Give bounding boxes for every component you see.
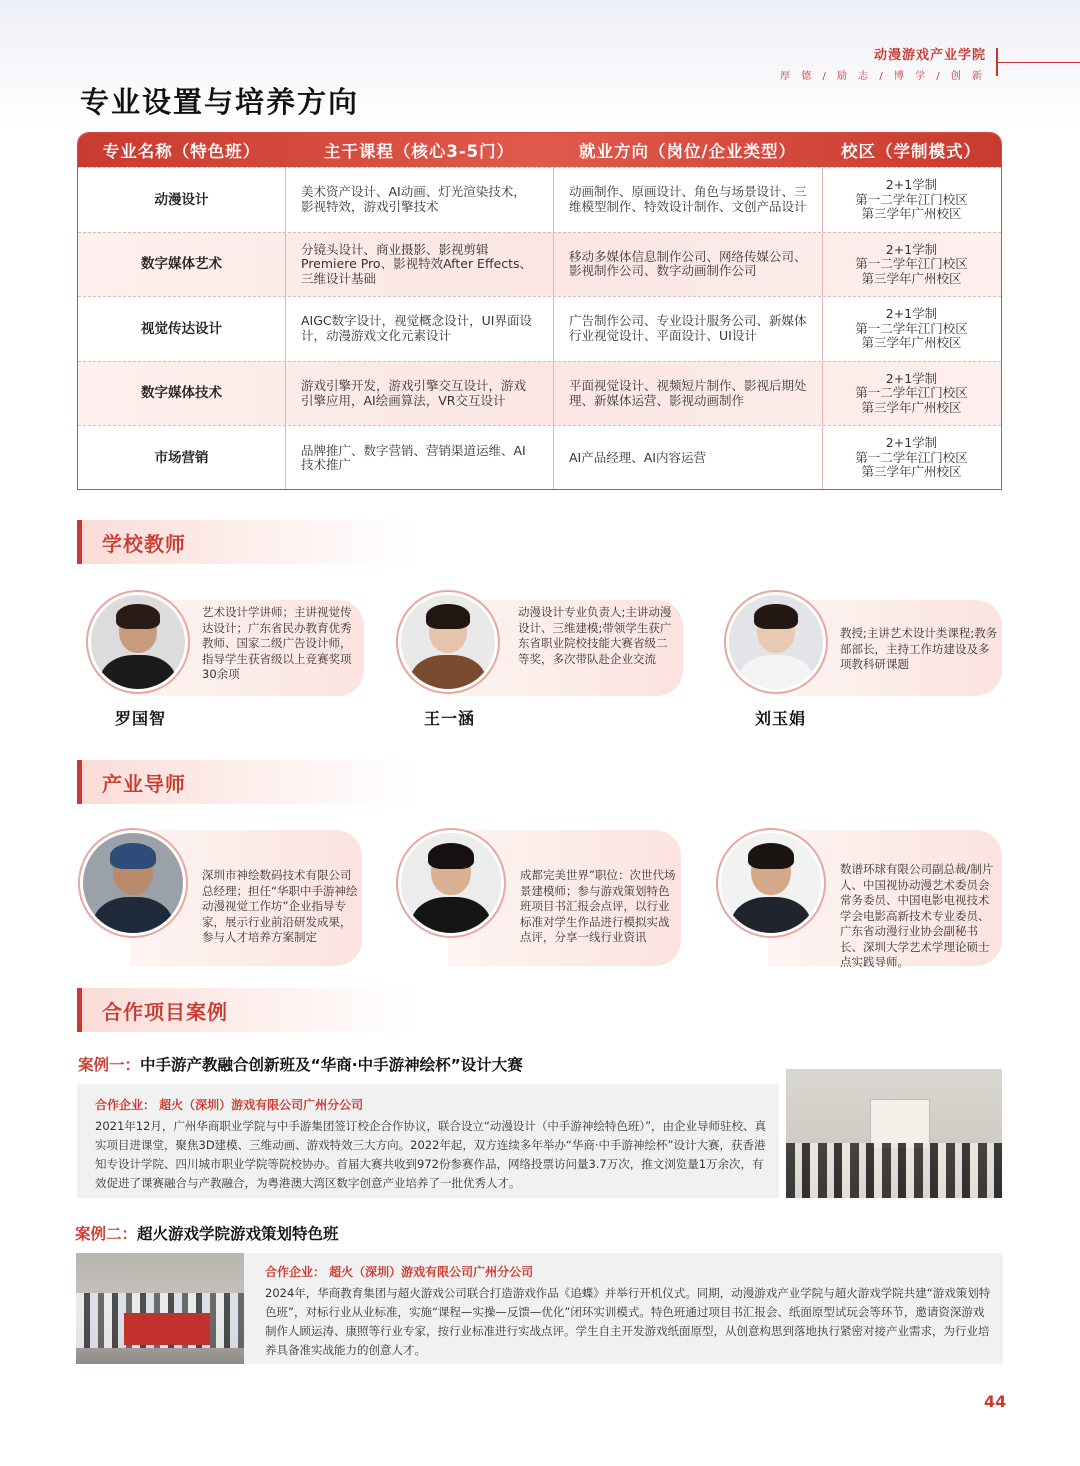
avatar: [78, 828, 188, 938]
case-1-heading: 中手游产教融合创新班及“华商·中手游神绘杯”设计大赛: [140, 1056, 523, 1074]
page-title: 专业设置与培养方向: [80, 85, 360, 119]
case-2-partner: 合作企业： 超火（深圳）游戏有限公司广州分公司: [265, 1265, 534, 1279]
mentor-bio: 成都完美世界”职位：次世代场景建模师；参与游戏策划特色班项目书汇报会点评，以行业标准对学生作品进行模拟实战点评，分享一线行业资讯: [520, 868, 676, 944]
campus-year-3: 第三学年广州校区: [861, 464, 962, 480]
teacher-name: 刘玉娟: [755, 709, 807, 728]
campus-year-3: 第三学年广州校区: [861, 335, 962, 351]
program-jobs: 广告制作公司、专业设计服务公司、新媒体行业视觉设计、平面设计、UI设计: [553, 297, 822, 361]
campus-years-1-2: 第一二学年江门校区: [855, 320, 968, 336]
table-row: [78, 361, 1001, 426]
case-1-title: [78, 1053, 523, 1075]
cases-section-header: [77, 988, 417, 1032]
case-2-tag: 案例二：: [75, 1225, 138, 1243]
campus-year-3: 第三学年广州校区: [861, 206, 962, 222]
table-row: [78, 425, 1001, 490]
header-courses: 主干课程（核心3-5门）: [323, 142, 515, 161]
program-courses: 分镜头设计、商业摄影、影视剪辑Premiere Pro、影视特效After Effects、三维设计基础: [285, 233, 553, 297]
avatar: [724, 590, 828, 694]
teachers-section-header: [77, 520, 417, 564]
campus-mode: 2+1学制: [885, 177, 938, 193]
teacher-name: 王一涵: [424, 709, 476, 728]
program-jobs: AI产品经理、AI内容运营: [553, 426, 822, 490]
header-jobs: 就业方向（岗位/企业类型）: [578, 142, 797, 161]
campus-years-1-2: 第一二学年江门校区: [855, 449, 968, 465]
teacher-bio: 动漫设计专业负责人;主讲动漫设计、三维建模;带领学生获广东省职业院校技能大赛省级二等奖，多次带队赴企业交流: [518, 605, 672, 666]
brand-name: 动漫游戏产业学院: [873, 48, 986, 63]
table-row: [78, 296, 1001, 361]
campus-years-1-2: 第一二学年江门校区: [855, 385, 968, 401]
program-campus: [822, 168, 1000, 232]
program-campus: [822, 233, 1000, 297]
case-2-box: [244, 1253, 1003, 1364]
brand-block: [780, 44, 986, 82]
brand-motto: 厚 德 / 励 志 / 博 学 / 创 新: [780, 71, 986, 82]
mentor-bio: 深圳市神绘数码技术有限公司总经理；担任“华职中手游神绘动漫视觉工作坊”企业指导专家，展示行业前沿研发成果，参与人才培养方案制定: [202, 868, 358, 944]
header-campus: 校区（学制模式）: [841, 142, 981, 161]
case-2-text: 2024年，华商教育集团与超火游戏公司联合打造游戏作品《追蝶》并举行开机仪式。同期，动漫游戏产业学院与超火游戏学院共建“游戏策划特色班”，对标行业从业标准，实施“课程—实操—反馈—优化”闭环实训模式。特色班通过项目书汇报会、纸面原型试玩会等环节，邀请资深游戏制作人顾运涛、康照等行业专家，按行业标准进行实战点评。学生自主开发游戏纸面原型，从创意构思到落地执行紧密对接产业需求，为行业培养具备准实战能力的创意人才。: [265, 1286, 991, 1357]
program-courses: 美术资产设计、AI动画、灯光渲染技术，影视特效，游戏引擎技术: [285, 168, 553, 232]
case-1-photo: [786, 1069, 1002, 1198]
program-name: 数字媒体技术: [141, 385, 222, 402]
mentor-bio: 数谱环球有限公司副总裁/制片人、中国视协动漫艺术委员会常务委员、中国电影电视技术学会电影高新技术专业委员、广东省动漫行业协会副秘书长、深圳大学艺术学理论硕士点实践导师。: [840, 862, 994, 969]
program-courses: AIGC数字设计，视觉概念设计，UI界面设计，动漫游戏文化元素设计: [285, 297, 553, 361]
case-1-partner: 合作企业： 超火（深圳）游戏有限公司广州分公司: [95, 1098, 364, 1112]
table-row: [78, 232, 1001, 297]
program-campus: [822, 426, 1000, 490]
avatar: [716, 828, 826, 938]
campus-mode: 2+1学制: [885, 306, 938, 322]
avatar: [86, 590, 190, 694]
program-name: 视觉传达设计: [141, 320, 222, 337]
section-title: 产业导师: [102, 772, 186, 796]
teacher-bio: 艺术设计学讲师；主讲视觉传达设计；广东省民办教育优秀教师、国家二级广告设计师，指导学生获省级以上竞赛奖项30余项: [202, 605, 352, 681]
section-title: 学校教师: [102, 532, 186, 556]
table-header: [78, 133, 1001, 167]
program-name: 市场营销: [154, 449, 209, 466]
program-courses: 游戏引擎开发，游戏引擎交互设计，游戏引擎应用，AI绘画算法，VR交互设计: [285, 362, 553, 426]
program-name: 动漫设计: [154, 191, 209, 208]
table-row: [78, 167, 1001, 232]
program-campus: [822, 362, 1000, 426]
brand-rule: [998, 62, 1080, 63]
program-jobs: 平面视觉设计、视频短片制作、影视后期处理、新媒体运营、影视动画制作: [553, 362, 822, 426]
program-table: [77, 132, 1002, 490]
campus-years-1-2: 第一二学年江门校区: [855, 256, 968, 272]
section-title: 合作项目案例: [102, 1000, 228, 1024]
program-jobs: 移动多媒体信息制作公司、网络传媒公司、影视制作公司、数字动画制作公司: [553, 233, 822, 297]
program-jobs: 动画制作、原画设计、角色与场景设计、三维模型制作、特效设计制作、文创产品设计: [553, 168, 822, 232]
teacher-bio: 教授;主讲艺术设计类课程;教务部部长，主持工作坊建设及多项教科研课题: [840, 626, 998, 671]
campus-years-1-2: 第一二学年江门校区: [855, 191, 968, 207]
avatar: [396, 828, 506, 938]
case-2-photo: [76, 1253, 244, 1364]
mentors-section-header: [77, 760, 417, 804]
case-1-text: 2021年12月，广州华商职业学院与中手游集团签订校企合作协议，联合设立“动漫设计（中手游神绘特色班）”，由企业导师驻校、真实项目进课堂，聚焦3D建模、三维动画、游戏特效三大方向。2022年起，双方连续多年举办“华商·中手游神绘杯”设计大赛，获香港知专设计学院、四川城市职业学院等院校协办。首届大赛共收到972份参赛作品，网络投票访问量3.7万次，推文浏览量1万余次，有效促进了课赛融合与产教融合，为粤港澳大湾区数字创意产业培养了一批优秀人才。: [95, 1119, 767, 1190]
program-courses: 品牌推广、数字营销、营销渠道运维、AI技术推广: [285, 426, 553, 490]
case-1-tag: 案例一：: [78, 1056, 141, 1074]
campus-year-3: 第三学年广州校区: [861, 270, 962, 286]
avatar: [396, 590, 500, 694]
campus-year-3: 第三学年广州校区: [861, 399, 962, 415]
page-number: 44: [984, 1392, 1007, 1411]
case-1-box: [77, 1084, 779, 1198]
teacher-name: 罗国智: [115, 709, 167, 728]
header-program-name: 专业名称（特色班）: [102, 142, 261, 161]
program-name: 数字媒体艺术: [141, 256, 222, 273]
case-2-heading: 超火游戏学院游戏策划特色班: [137, 1225, 339, 1243]
program-campus: [822, 297, 1000, 361]
case-2-title: [75, 1222, 339, 1244]
campus-mode: 2+1学制: [885, 241, 938, 257]
campus-mode: 2+1学制: [885, 370, 938, 386]
campus-mode: 2+1学制: [885, 435, 938, 451]
